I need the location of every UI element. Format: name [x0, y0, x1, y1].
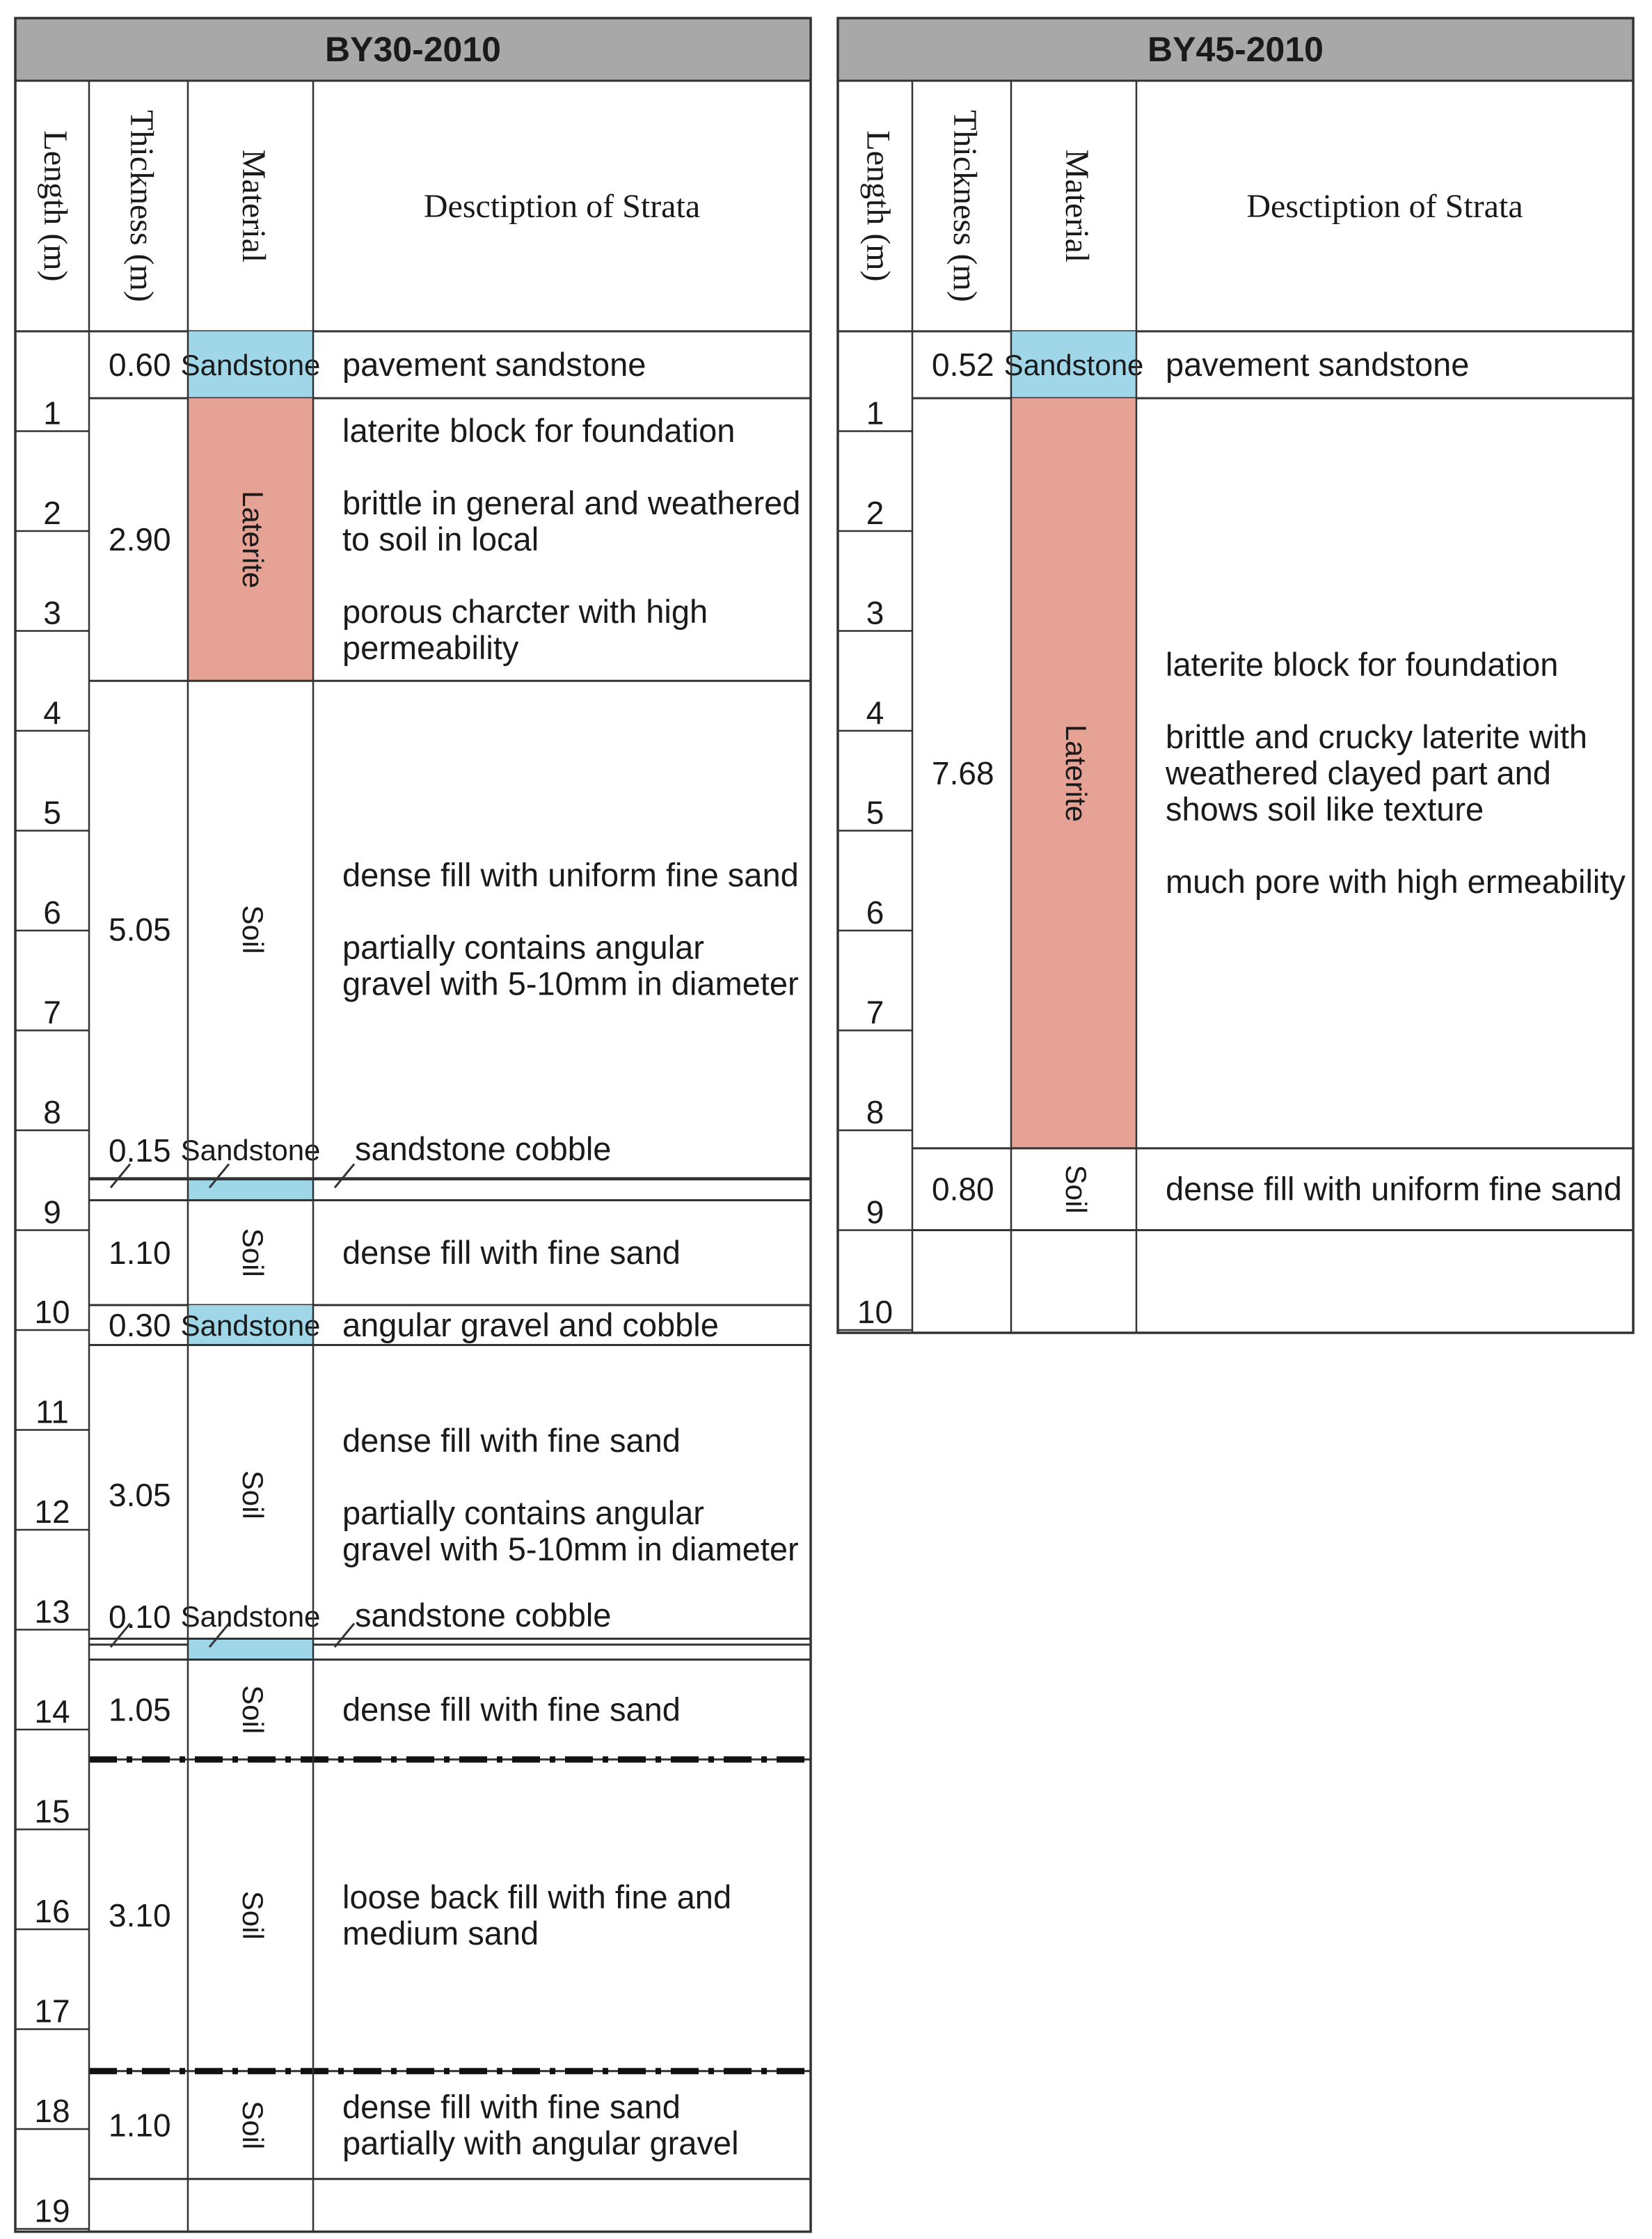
- depth-label: 6: [43, 894, 61, 931]
- material-fill: [188, 1639, 313, 1660]
- layer-material-label: Sandstone: [180, 1133, 321, 1166]
- layer-material-label: Soil: [1059, 1164, 1093, 1214]
- layer-thickness: 1.10: [109, 2107, 171, 2144]
- layer-thickness: 3.10: [109, 1897, 171, 1933]
- depth-label: 14: [34, 1693, 70, 1730]
- depth-label: 2: [866, 495, 884, 531]
- layer-material-label: Soil: [236, 2100, 269, 2150]
- layer-material-label: Laterite: [1059, 724, 1093, 823]
- layer-description-line: loose back fill with fine and: [342, 1878, 732, 1915]
- depth-label: 12: [34, 1494, 70, 1530]
- log-title: BY30-2010: [325, 30, 501, 69]
- stratum-layer: [912, 331, 1633, 398]
- depth-label: 4: [866, 695, 884, 731]
- stratum-layer: [89, 1597, 811, 1660]
- depth-label: 7: [43, 994, 61, 1031]
- layer-material-label: Laterite: [236, 491, 269, 589]
- depth-label: 15: [34, 1793, 70, 1830]
- layer-material-label: Sandstone: [180, 349, 321, 382]
- layer-thickness: 1.10: [109, 1234, 171, 1271]
- layer-description-line: angular gravel and cobble: [342, 1306, 719, 1343]
- thickness-column-header: Thickness (m): [946, 110, 983, 302]
- stratum-layer: [89, 398, 811, 681]
- depth-label: 2: [43, 495, 61, 531]
- layer-description-line: sandstone cobble: [355, 1597, 612, 1634]
- layer-description-line: dense fill with fine sand: [342, 1421, 681, 1459]
- depth-label: 5: [43, 794, 61, 831]
- layer-description-line: pavement sandstone: [1166, 346, 1470, 383]
- layer-description-line: medium sand: [342, 1914, 539, 1952]
- depth-label: 3: [43, 594, 61, 631]
- layer-thickness: 0.15: [109, 1132, 171, 1169]
- layer-thickness: 1.05: [109, 1691, 171, 1728]
- description-column-header: Desctiption of Strata: [423, 188, 701, 225]
- length-column-header: Length (m): [859, 130, 897, 282]
- layer-description-line: much pore with high ermeability: [1166, 862, 1626, 900]
- layer-description-line: dense fill with fine sand: [342, 1233, 681, 1271]
- material-column-header: Material: [235, 149, 272, 263]
- depth-label: 19: [34, 2192, 70, 2229]
- depth-label: 1: [866, 395, 884, 432]
- depth-label: 8: [43, 1094, 61, 1130]
- borehole-log-1: [15, 18, 811, 2232]
- layer-description-line: pavement sandstone: [342, 346, 646, 383]
- layer-description-line: brittle and crucky laterite with: [1166, 718, 1588, 755]
- material-column-header: Material: [1058, 149, 1095, 263]
- layer-description-line: partially contains angular: [342, 1494, 704, 1531]
- depth-label: 18: [34, 2093, 70, 2129]
- layer-thickness: 5.05: [109, 911, 171, 948]
- layer-description-line: partially contains angular: [342, 928, 704, 966]
- stratum-layer: [89, 1130, 811, 1201]
- layer-thickness: 0.60: [109, 347, 171, 383]
- depth-label: 5: [866, 794, 884, 831]
- layer-description-line: permeability: [342, 629, 519, 667]
- log-title: BY45-2010: [1147, 30, 1324, 69]
- layer-description-line: dense fill with fine sand: [342, 2088, 681, 2126]
- layer-thickness: 0.30: [109, 1306, 171, 1343]
- layer-description-line: porous charcter with high: [342, 593, 708, 631]
- layer-material-label: Sandstone: [180, 1600, 321, 1633]
- depth-label: 13: [34, 1593, 70, 1630]
- depth-label: 1: [43, 395, 61, 432]
- layer-material-label: Sandstone: [180, 1308, 321, 1342]
- layer-description-line: laterite block for foundation: [1166, 645, 1559, 683]
- depth-label: 6: [866, 894, 884, 931]
- layer-thickness: 3.05: [109, 1476, 171, 1513]
- stratum-layer: [912, 398, 1633, 1148]
- layer-thickness: 0.80: [932, 1171, 994, 1208]
- layer-material-label: Soil: [236, 1228, 269, 1277]
- layer-description-line: gravel with 5-10mm in diameter: [342, 965, 799, 1002]
- stratum-layer: [89, 1228, 811, 1305]
- length-column-header: Length (m): [36, 130, 74, 282]
- layer-thickness: 0.52: [932, 347, 994, 383]
- layer-description-line: dense fill with uniform fine sand: [342, 856, 799, 894]
- layer-description-line: dense fill with fine sand: [342, 1691, 681, 1728]
- layer-description-line: dense fill with uniform fine sand: [1166, 1170, 1622, 1208]
- depth-label: 17: [34, 1993, 70, 2030]
- description-column-header: Desctiption of Strata: [1246, 188, 1523, 225]
- borehole-log-2: [838, 18, 1633, 1333]
- depth-label: 10: [857, 1294, 893, 1330]
- stratum-layer: [89, 1305, 811, 1345]
- layer-thickness: 0.10: [109, 1599, 171, 1636]
- stratum-layer: [912, 1165, 1633, 1231]
- stratum-layer: [89, 2088, 811, 2178]
- layer-description-line: weathered clayed part and: [1166, 754, 1551, 791]
- layer-description-line: laterite block for foundation: [342, 412, 736, 450]
- layer-material-label: Sandstone: [1003, 349, 1144, 382]
- layer-material-label: Soil: [236, 1685, 269, 1734]
- thickness-column-header: Thickness (m): [122, 110, 160, 302]
- layer-description-line: brittle in general and weathered: [342, 484, 801, 522]
- material-fill: [188, 1179, 313, 1200]
- layer-material-label: Soil: [236, 1890, 269, 1940]
- slash-mark: [335, 1624, 354, 1647]
- depth-label: 7: [866, 994, 884, 1031]
- stratum-layer: [89, 331, 811, 398]
- depth-label: 4: [43, 695, 61, 731]
- layer-material-label: Soil: [236, 905, 269, 954]
- stratum-layer: [89, 1878, 811, 2071]
- layer-description-line: sandstone cobble: [355, 1130, 612, 1167]
- depth-label: 9: [866, 1194, 884, 1231]
- layer-description-line: to soil in local: [342, 521, 539, 558]
- layer-thickness: 7.68: [932, 754, 994, 791]
- depth-label: 11: [35, 1393, 69, 1430]
- layer-material-label: Soil: [236, 1470, 269, 1519]
- slash-mark: [335, 1164, 354, 1187]
- depth-label: 3: [866, 594, 884, 631]
- depth-label: 16: [34, 1893, 70, 1929]
- depth-label: 8: [866, 1094, 884, 1130]
- layer-description-line: shows soil like texture: [1166, 790, 1484, 828]
- depth-label: 9: [43, 1194, 61, 1231]
- depth-label: 10: [34, 1294, 70, 1330]
- layer-thickness: 2.90: [109, 521, 171, 558]
- layer-description-line: gravel with 5-10mm in diameter: [342, 1530, 799, 1567]
- layer-description-line: partially with angular gravel: [342, 2124, 739, 2162]
- stratum-layer: [89, 1685, 811, 1759]
